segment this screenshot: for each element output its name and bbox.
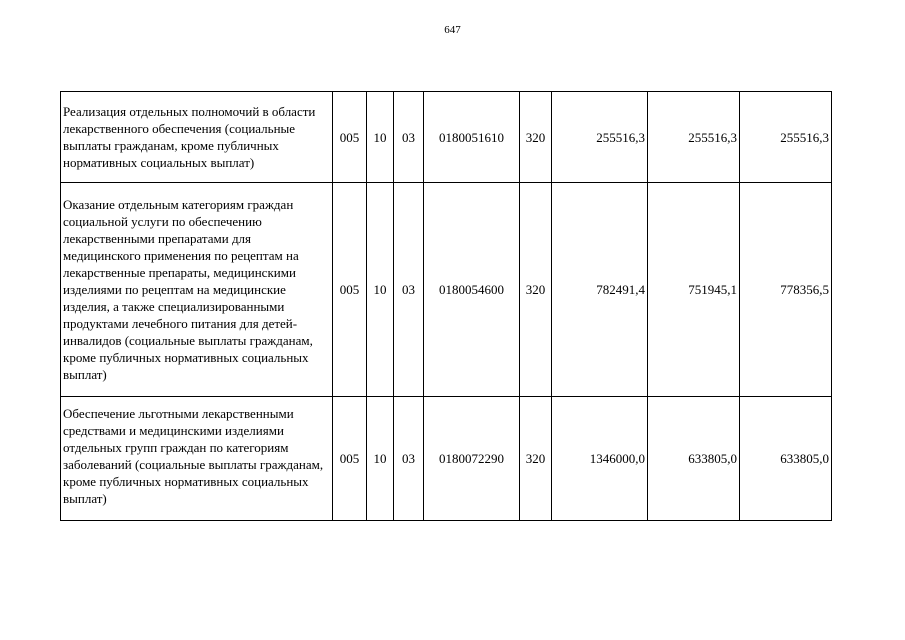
row-description: Оказание отдельным категориям граждан социальной услуги по обеспечению лекарственными препаратами для медицинского применения по рецептам на лекарственные препараты, медицинскими изделиями по рецептам на медицинские изделия, а также специализированными продуктами лечебного питания для детей-инвалидов (социальные выплаты гражданам, кроме публичных нормативных социальных выплат)	[61, 183, 333, 397]
subsection-code: 03	[394, 92, 424, 183]
ministry-code: 005	[333, 92, 367, 183]
expense-type-code: 320	[520, 92, 552, 183]
subsection-code: 03	[394, 183, 424, 397]
table-row	[61, 92, 832, 183]
section-code: 10	[367, 397, 394, 521]
ministry-code: 005	[333, 183, 367, 397]
table-row	[61, 397, 832, 521]
page-number: 647	[444, 24, 461, 36]
target-article-code: 0180054600	[424, 183, 520, 397]
amount-1: 782491,4	[552, 183, 648, 397]
section-code: 10	[367, 92, 394, 183]
subsection-code: 03	[394, 397, 424, 521]
amount-1: 255516,3	[552, 92, 648, 183]
section-code: 10	[367, 183, 394, 397]
expense-type-code: 320	[520, 183, 552, 397]
amount-3: 255516,3	[740, 92, 832, 183]
target-article-code: 0180072290	[424, 397, 520, 521]
table-row	[61, 183, 832, 397]
amount-2: 255516,3	[648, 92, 740, 183]
target-article-code: 0180051610	[424, 92, 520, 183]
amount-2: 751945,1	[648, 183, 740, 397]
row-description: Обеспечение льготными лекарственными средствами и медицинскими изделиями отдельных групп граждан по категориям заболеваний (социальные выплаты гражданам, кроме публичных нормативных социальных выплат)	[61, 397, 333, 521]
expense-type-code: 320	[520, 397, 552, 521]
row-description: Реализация отдельных полномочий в области лекарственного обеспечения (социальные выплаты гражданам, кроме публичных нормативных социальных выплат)	[61, 92, 333, 183]
budget-table	[60, 91, 832, 521]
amount-2: 633805,0	[648, 397, 740, 521]
amount-1: 1346000,0	[552, 397, 648, 521]
amount-3: 633805,0	[740, 397, 832, 521]
amount-3: 778356,5	[740, 183, 832, 397]
ministry-code: 005	[333, 397, 367, 521]
